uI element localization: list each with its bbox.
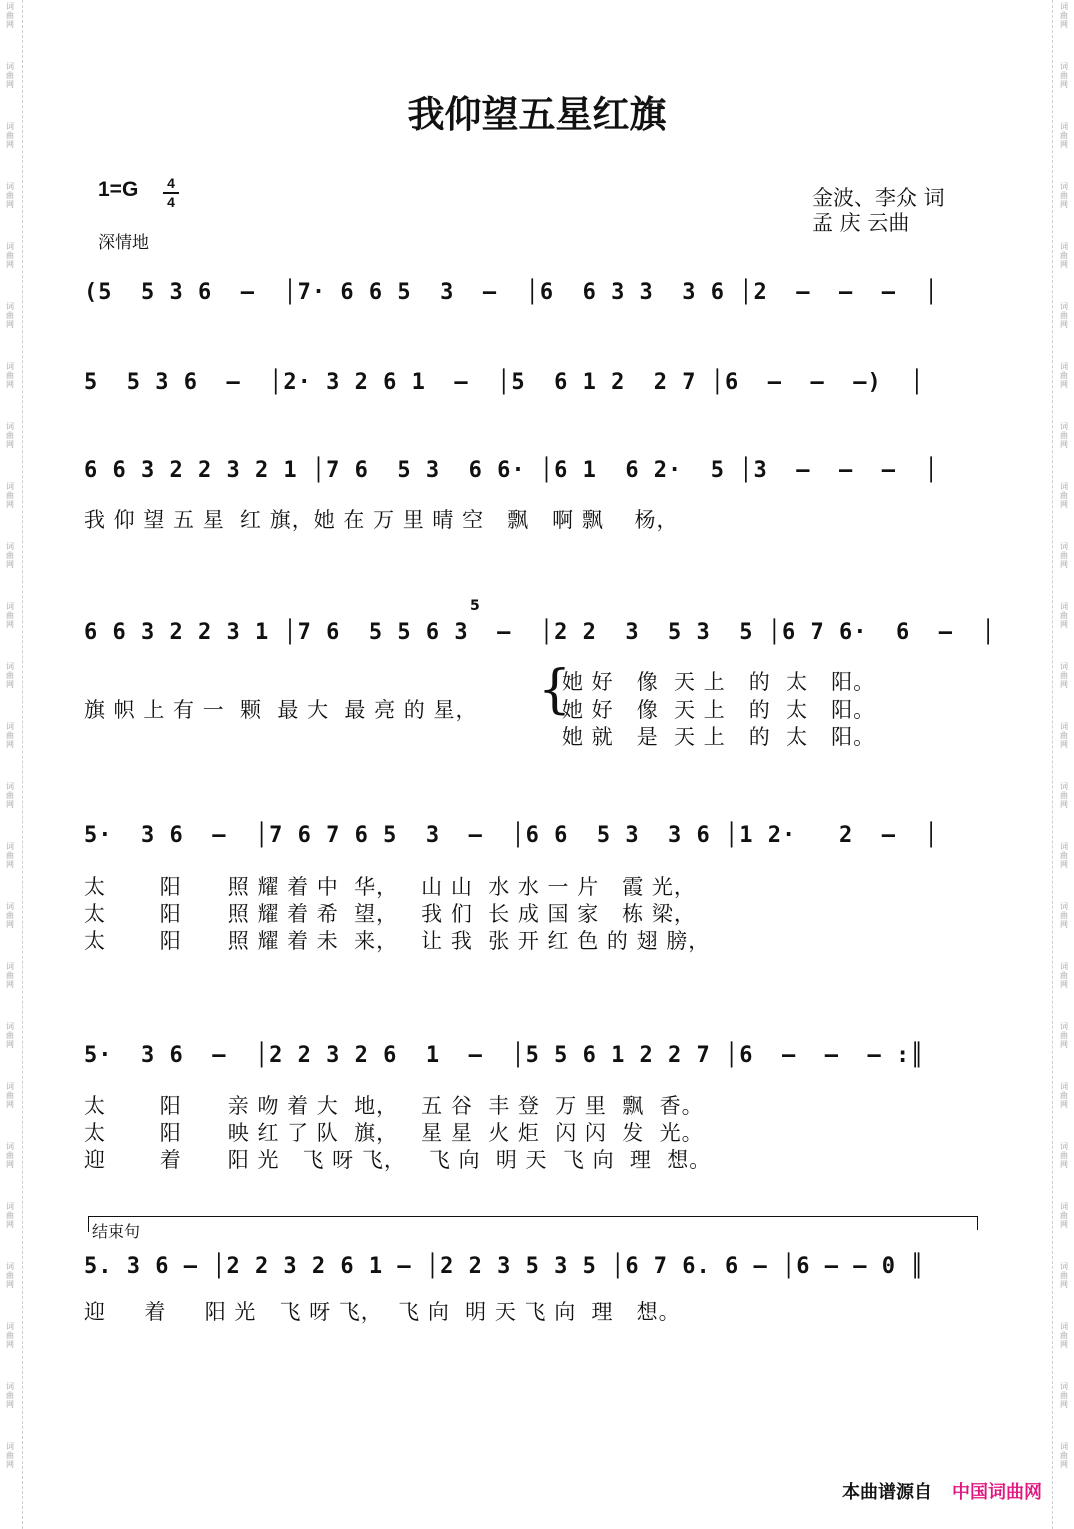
composer-credit: 孟 庆 云曲 — [812, 211, 910, 235]
notation-line: 6 6 3 2 2 3 2 1 │7 6 5 3 6 6· │6 1 6 2· 5 │3 – – – │ — [84, 458, 939, 483]
watermark-stamp: 词 曲 网 — [6, 482, 14, 509]
ending-bracket — [88, 1216, 978, 1217]
notation-line: 5· 3 6 – │7 6 7 6 5 3 – │6 6 5 3 3 6 │1 2· 2 – │ — [84, 823, 939, 848]
watermark-stamp: 词 曲 网 — [1060, 62, 1068, 89]
watermark-stamp: 词 曲 网 — [1060, 842, 1068, 869]
watermark-stamp: 词 曲 网 — [6, 2, 14, 29]
watermark-stamp: 词 曲 网 — [1060, 602, 1068, 629]
watermark-stamp: 词 曲 网 — [1060, 182, 1068, 209]
watermark-stamp: 词 曲 网 — [6, 662, 14, 689]
ending-bracket-right — [977, 1216, 978, 1230]
ending-bracket-left — [88, 1216, 89, 1232]
watermark-stamp: 词 曲 网 — [6, 1382, 14, 1409]
lyric-line: 迎 着 阳 光 飞 呀 飞， 飞 向 明 天 飞 向 理 想。 — [84, 1300, 681, 1324]
lyric-line: 太 阳 照 耀 着 希 望， 我 们 长 成 国 家 栋 梁， — [84, 902, 696, 926]
watermark-stamp: 词 曲 网 — [6, 1022, 14, 1049]
lyric-line: 太 阳 照 耀 着 中 华， 山 山 水 水 一 片 霞 光， — [84, 875, 696, 899]
watermark-stamp: 词 曲 网 — [6, 182, 14, 209]
watermark-stamp: 词 曲 网 — [1060, 722, 1068, 749]
watermark-stamp: 词 曲 网 — [1060, 662, 1068, 689]
lyric-line: 旗 帜 上 有 一 颗 最 大 最 亮 的 星， — [84, 698, 478, 722]
watermark-stamp: 词 曲 网 — [1060, 1082, 1068, 1109]
verse-3-lyric: 她 就 是 天 上 的 太 阳。 — [562, 725, 876, 749]
watermark-stamp: 词 曲 网 — [6, 902, 14, 929]
time-signature-top: 4 — [167, 175, 175, 191]
ending-label: 结束句 — [92, 1222, 141, 1241]
watermark-stamp: 词 曲 网 — [6, 542, 14, 569]
watermark-stamp: 词 曲 网 — [1060, 1142, 1068, 1169]
watermark-stamp: 词 曲 网 — [6, 62, 14, 89]
watermark-stamp: 词 曲 网 — [1060, 362, 1068, 389]
watermark-stamp: 词 曲 网 — [6, 602, 14, 629]
grace-note: 5 — [470, 598, 480, 614]
verse-1-lyric: 她 好 像 天 上 的 太 阳。 — [562, 670, 876, 694]
watermark-stamp: 词 曲 网 — [1060, 1322, 1068, 1349]
watermark-stamp: 词 曲 网 — [1060, 482, 1068, 509]
time-signature-bottom: 4 — [167, 194, 175, 210]
notation-line: 5. 3 6 – │2 2 3 2 6 1 – │2 2 3 5 3 5 │6 7 6. 6 – │6 – – 0 ║ — [84, 1254, 925, 1279]
lyric-line: 太 阳 亲 吻 着 大 地， 五 谷 丰 登 万 里 飘 香。 — [84, 1094, 704, 1118]
song-title: 我仰望五星红旗 — [407, 92, 667, 136]
watermark-stamp: 词 曲 网 — [1060, 1382, 1068, 1409]
watermark-stamp: 词 曲 网 — [6, 1142, 14, 1169]
left-margin-line — [22, 0, 23, 1529]
notation-line: (5 5 3 6 – │7· 6 6 5 3 – │6 6 3 3 3 6 │2 – – – │ — [84, 280, 939, 305]
notation-line: 6 6 3 2 2 3 1 │7 6 5 5 6 3 – │2 2 3 5 3 5 │6 7 6· 6 – │ — [84, 620, 996, 645]
key-signature: 1=G — [98, 178, 139, 201]
lyricist-credit: 金波、李众 词 — [812, 186, 945, 210]
lyric-line: 太 阳 照 耀 着 未 来， 让 我 张 开 红 色 的 翅 膀， — [84, 929, 711, 953]
watermark-stamp: 词 曲 网 — [1060, 242, 1068, 269]
verse-brace: { — [538, 660, 572, 720]
tempo-marking: 深情地 — [98, 233, 149, 253]
watermark-stamp: 词 曲 网 — [1060, 1022, 1068, 1049]
lyric-line: 太 阳 映 红 了 队 旗， 星 星 火 炬 闪 闪 发 光。 — [84, 1121, 704, 1145]
watermark-stamp: 词 曲 网 — [1060, 422, 1068, 449]
watermark-stamp: 词 曲 网 — [6, 842, 14, 869]
lyric-line: 我 仰 望 五 星 红 旗，她 在 万 里 晴 空 飘 啊 飘 杨， — [84, 508, 679, 532]
watermark-stamp: 词 曲 网 — [6, 962, 14, 989]
watermark-stamp: 词 曲 网 — [1060, 542, 1068, 569]
watermark-stamp: 词 曲 网 — [6, 1202, 14, 1229]
watermark-stamp: 词 曲 网 — [1060, 122, 1068, 149]
watermark-stamp: 词 曲 网 — [1060, 902, 1068, 929]
watermark-stamp: 词 曲 网 — [6, 1262, 14, 1289]
watermark-stamp: 词 曲 网 — [6, 1322, 14, 1349]
watermark-stamp: 词 曲 网 — [6, 722, 14, 749]
watermark-stamp: 词 曲 网 — [6, 362, 14, 389]
notation-line: 5· 3 6 – │2 2 3 2 6 1 – │5 5 6 1 2 2 7 │6 – – – :║ — [84, 1043, 925, 1068]
watermark-stamp: 词 曲 网 — [6, 1082, 14, 1109]
right-watermark-strip — [1058, 0, 1072, 1529]
watermark-stamp: 词 曲 网 — [1060, 1202, 1068, 1229]
watermark-stamp: 词 曲 网 — [6, 122, 14, 149]
source-site-link[interactable]: 中国词曲网 — [952, 1482, 1042, 1503]
right-margin-line — [1052, 0, 1053, 1529]
watermark-stamp: 词 曲 网 — [1060, 962, 1068, 989]
lyric-line: 迎 着 阳 光 飞 呀 飞， 飞 向 明 天 飞 向 理 想。 — [84, 1148, 712, 1172]
watermark-stamp: 词 曲 网 — [6, 1442, 14, 1469]
watermark-stamp: 词 曲 网 — [1060, 782, 1068, 809]
watermark-stamp: 词 曲 网 — [6, 782, 14, 809]
watermark-stamp: 词 曲 网 — [1060, 1262, 1068, 1289]
watermark-stamp: 词 曲 网 — [6, 302, 14, 329]
verse-2-lyric: 她 好 像 天 上 的 太 阳。 — [562, 698, 876, 722]
watermark-stamp: 词 曲 网 — [1060, 1442, 1068, 1469]
left-watermark-strip — [4, 0, 18, 1529]
time-signature — [163, 176, 179, 210]
source-credit-label: 本曲谱源自 — [842, 1482, 932, 1503]
watermark-stamp: 词 曲 网 — [6, 242, 14, 269]
watermark-stamp: 词 曲 网 — [1060, 302, 1068, 329]
watermark-stamp: 词 曲 网 — [6, 422, 14, 449]
watermark-stamp: 词 曲 网 — [1060, 2, 1068, 29]
notation-line: 5 5 3 6 – │2· 3 2 6 1 – │5 6 1 2 2 7 │6 – – –) │ — [84, 370, 925, 395]
